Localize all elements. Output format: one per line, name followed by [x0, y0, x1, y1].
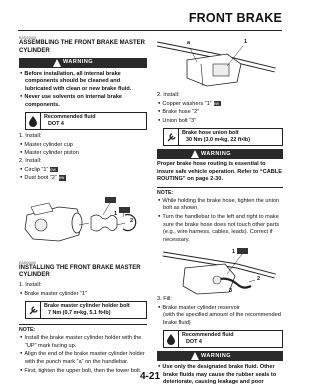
header-title: FRONT BRAKE [188, 11, 282, 25]
callout-2: 2 [130, 217, 134, 224]
fluid-drop-icon [26, 113, 41, 129]
warning-banner [157, 351, 283, 361]
new-tag: New [47, 166, 56, 172]
step-item: ● Master cylinder cup [19, 141, 147, 150]
warning-icon [191, 352, 199, 360]
note-divider [157, 187, 283, 188]
step-item: ● Dust boot “2”New [19, 174, 147, 183]
spec-title: Recommended fluid [44, 114, 96, 121]
spec-box-union-bolt [163, 128, 283, 146]
section-code: EAS00000 [19, 36, 37, 40]
handlebar-illustration [157, 34, 283, 92]
brake-hose-illustration [157, 246, 283, 296]
step-item: ● Brake hose “2” [157, 108, 283, 117]
note-label: NOTE: [157, 189, 174, 196]
warning-bullet: ● Before installation, all internal brake components should be cleaned and lubricated with clean or new brake fluid. [19, 70, 147, 94]
spec-title: Recommended fluid [182, 332, 234, 339]
figure-master-cylinder-parts [19, 185, 147, 255]
page-header [18, 10, 282, 31]
step-item: ● Circlip “1”New [19, 166, 147, 175]
figure-master-cylinder-installed [157, 34, 283, 92]
step-item: ● Copper washers “1”New [157, 100, 283, 109]
note-item: ● While holding the brake hose, tighten the union bolt as shown. [157, 197, 283, 213]
spec-title: Brake hose union bolt [182, 130, 239, 137]
spec-value: DOT 4 [186, 339, 202, 346]
step-item: ● Brake master cylinder reservoir [157, 304, 283, 313]
spec-value: 7 Nm (0.7 m•kg, 5.1 ft•lb) [48, 310, 111, 317]
warning-label: WARNING [201, 352, 232, 359]
new-tag: New [55, 175, 65, 181]
right-column [157, 34, 283, 387]
master-cylinder-illustration [19, 185, 147, 255]
warning-icon [191, 150, 199, 158]
section-heading-assembling: ASSEMBLING THE FRONT BRAKE MASTER CYLINDER [19, 40, 145, 54]
note-divider [19, 324, 147, 325]
note-item: ● Turn the handlebar to the left and right to make sure the brake hose does not touch other parts (e.g., wire harness, cables, leads). Correct if necessary. [157, 213, 283, 244]
section-code: EAS00000 [19, 260, 37, 265]
step-label: 3. Fill: [157, 296, 172, 303]
step-label: 2. Install: [19, 158, 42, 164]
step-item: ● Union bolt “3” [157, 117, 283, 126]
warning-icon [53, 59, 61, 67]
note-item: ● Align the end of the brake master cylinder holder with the punch mark “a” on the handlebar. [19, 350, 147, 366]
new-tag: New [210, 100, 219, 106]
warning-bullet: ● Use only the designated brake fluid. Other brake fluids may cause the rubber seals to deteriorate, causing leakage and poor [157, 363, 283, 387]
section-heading-installing: INSTALLING THE FRONT BRAKE MASTER CYLINDER [19, 264, 141, 279]
callout-1: 1 [232, 249, 236, 256]
torque-wrench-icon [164, 129, 179, 145]
left-column [19, 36, 147, 375]
spec-box-fluid [163, 330, 283, 348]
warning-bullet: ● Never use solvents on internal brake components. [19, 93, 147, 109]
figure-brake-hose [157, 246, 283, 296]
callout-1: 1 [114, 210, 118, 217]
callout-3: 3 [229, 288, 233, 295]
step-label: 1. Install: [19, 282, 42, 289]
step-label: 1. Install: [19, 133, 42, 140]
fluid-drop-icon [164, 331, 179, 347]
note-item: ● First, tighten the upper bolt, then the lower bolt. [19, 367, 147, 376]
note-item: ● Install the brake master cylinder holder with the “UP” mark facing up. [19, 334, 147, 350]
callout-1: 1 [244, 39, 248, 45]
warning-label: WARNING [63, 59, 94, 66]
step-label: 2. Install: [157, 92, 180, 98]
warning-text: Proper brake hose routing is essential to insure safe vehicle operation. Refer to “CABLE ROUTING” on page 2-30. [157, 161, 282, 183]
spec-box-bolt-torque [25, 301, 147, 319]
warning-banner [19, 58, 147, 68]
spec-box-fluid [25, 112, 147, 130]
spec-title: Brake master cylinder holder bolt [44, 303, 130, 310]
warning-label: WARNING [201, 150, 232, 157]
spec-value: 30 Nm (3.0 m•kg, 22 ft•lb) [186, 137, 250, 144]
note-label: NOTE: [19, 327, 36, 334]
warning-banner [157, 149, 283, 159]
callout-a: a [187, 40, 191, 46]
torque-wrench-icon [26, 302, 41, 318]
spec-value: DOT 4 [48, 121, 64, 128]
step-item: ● Brake master cylinder “1” [19, 290, 147, 299]
step-subtext: (with the specified amount of the recommended brake fluid) [163, 312, 281, 326]
step-item: ● Master cylinder piston [19, 149, 147, 158]
page-number: 4-21 [139, 371, 160, 382]
callout-2: 2 [257, 276, 261, 283]
